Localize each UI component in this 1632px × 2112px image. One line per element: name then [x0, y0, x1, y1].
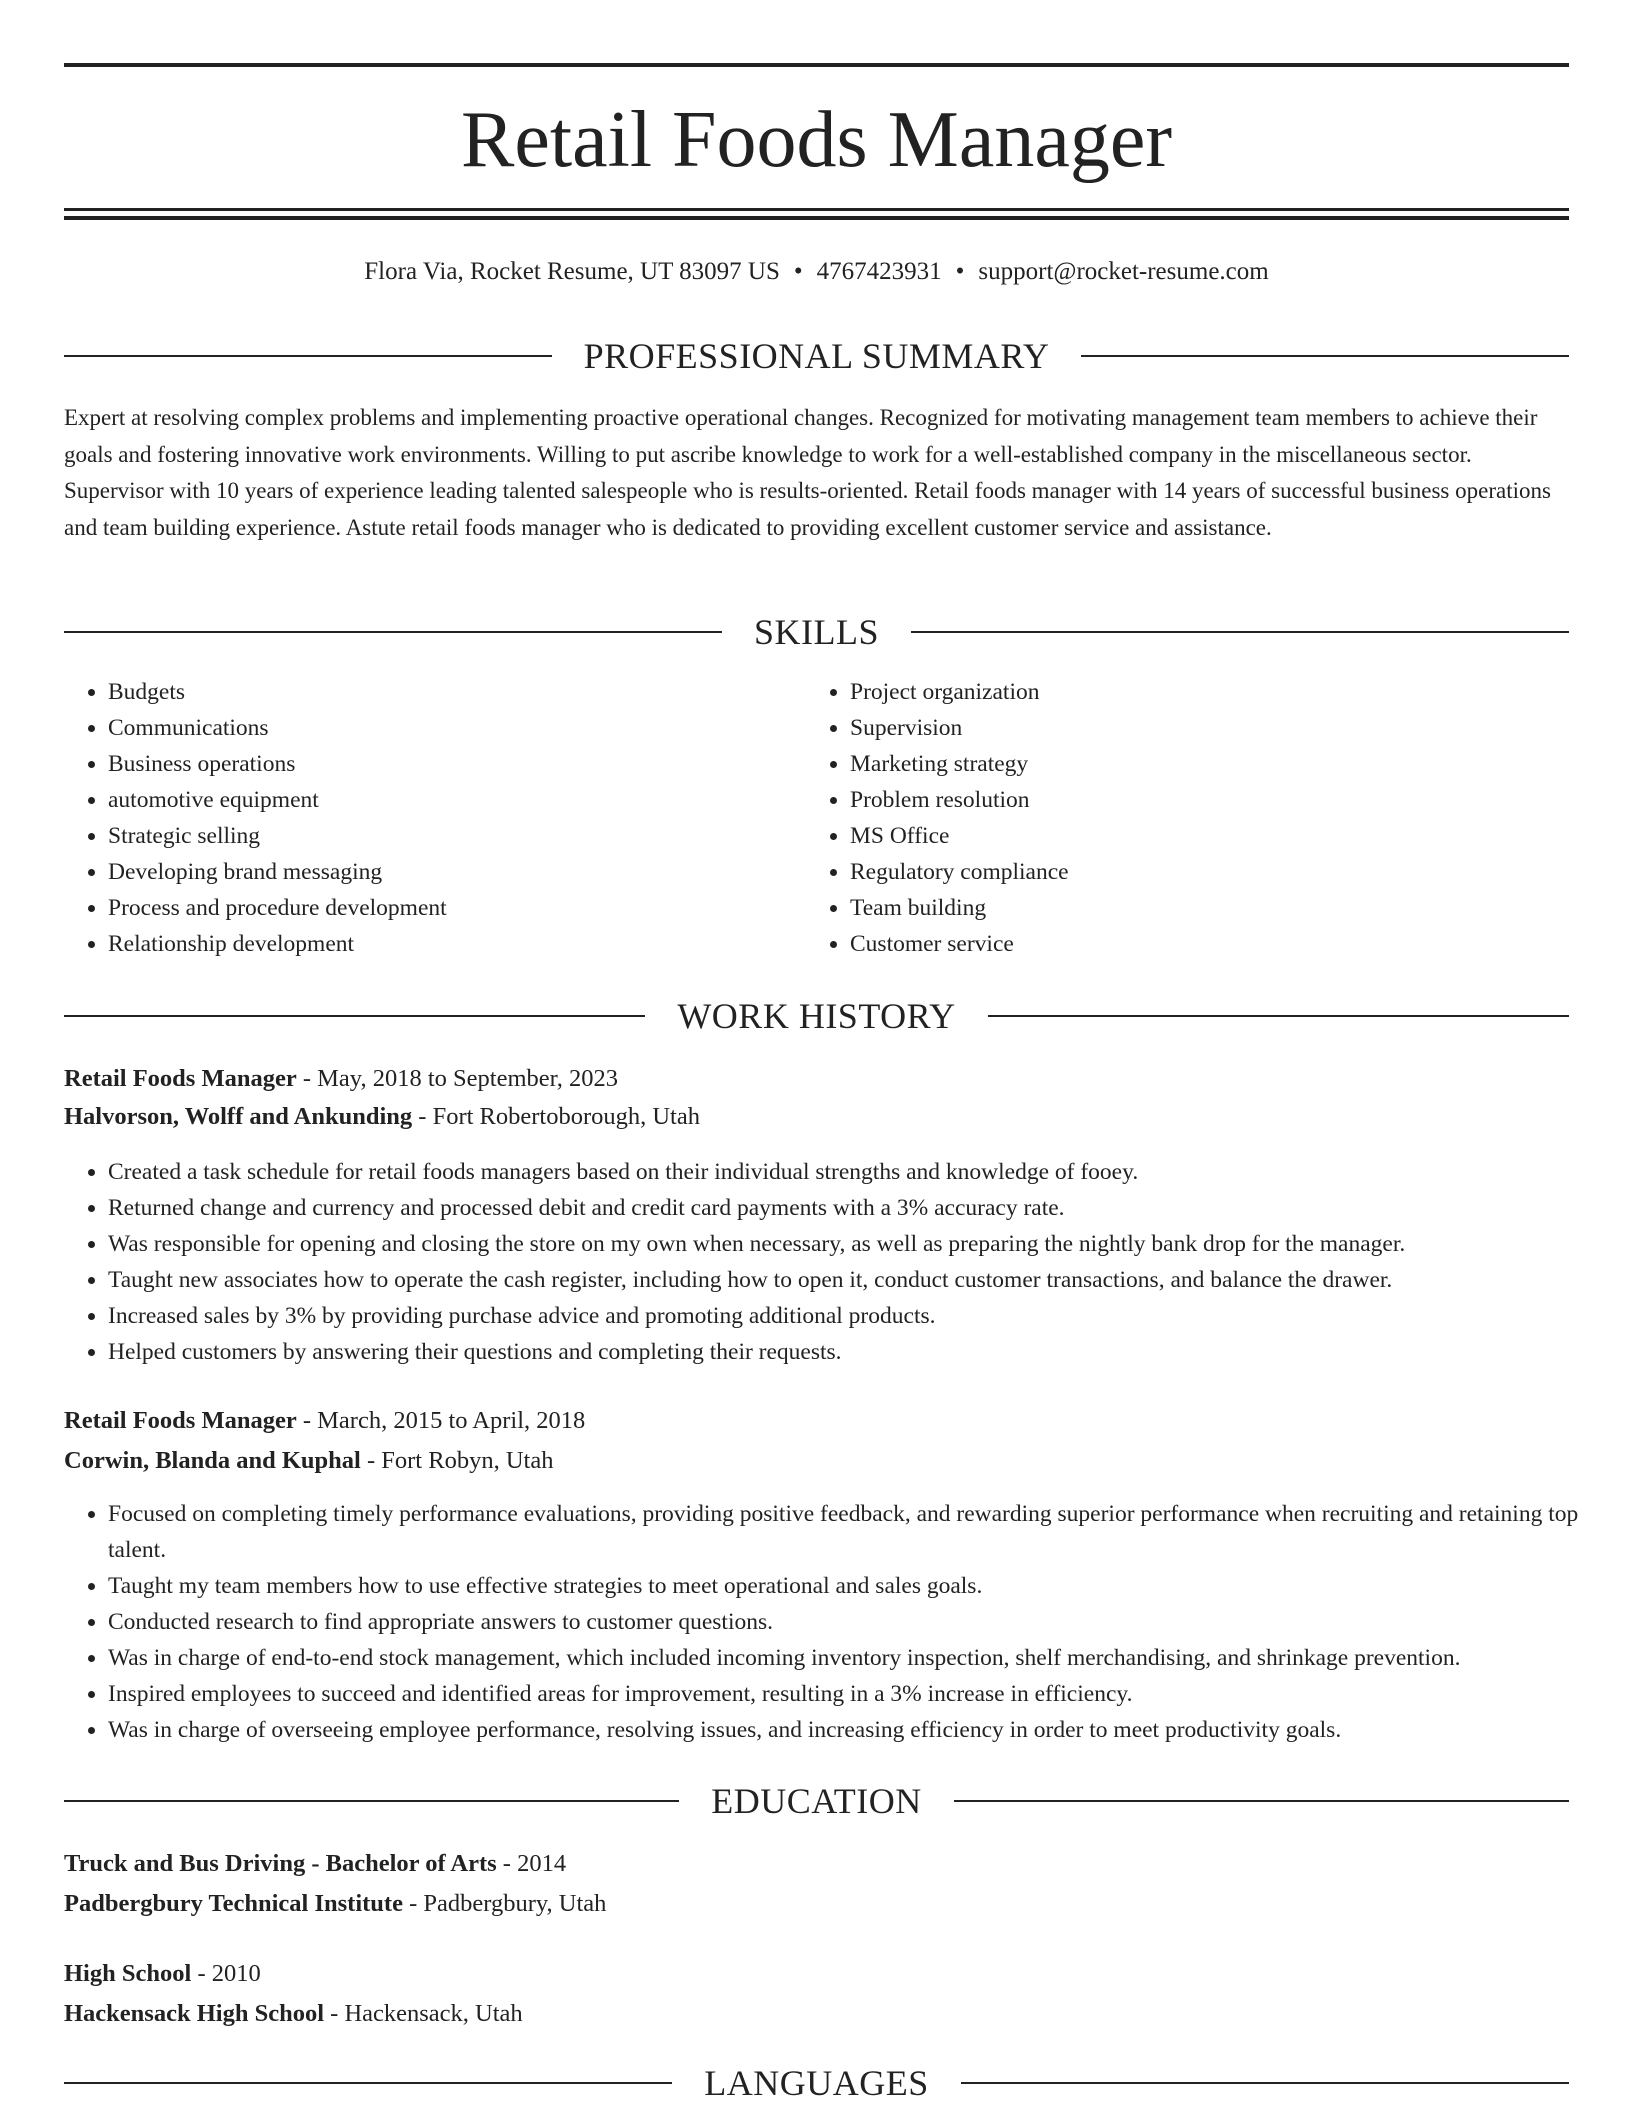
skills-heading-label: SKILLS [754, 612, 880, 652]
job-bullet: • Was in charge of overseeing employee performance, resolving issues, and increasing efficiency in order to meet productivity goals. [108, 1712, 1613, 1748]
job-bullet: • Increased sales by 3% by providing purchase advice and promoting additional products. [108, 1298, 1613, 1334]
contact-separator: • [955, 258, 965, 285]
skill-item: • Marketing strategy [850, 746, 1069, 782]
skills-list-right [806, 674, 1069, 962]
education-school: Padbergbury Technical Institute [64, 1890, 403, 1917]
skill-item: • Project organization [850, 674, 1069, 710]
resume-title: Retail Foods Manager [461, 96, 1172, 184]
education-school: Hackensack High School [64, 2000, 325, 2027]
job-bullet: • Returned change and currency and processed debit and credit card payments with a 3% accuracy rate. [108, 1190, 1613, 1226]
summary-heading-label: PROFESSIONAL SUMMARY [583, 336, 1050, 376]
job-bullet: • Was in charge of end-to-end stock management, which included incoming inventory inspection, shelf merchandising, and shrinkage prevention. [108, 1640, 1613, 1676]
work-heading-label: WORK HISTORY [677, 996, 956, 1036]
skill-item: • Budgets [108, 674, 447, 710]
heading-rule-left [64, 355, 552, 357]
education-location: Hackensack, Utah [344, 2000, 523, 2027]
job-company-line: Halvorson, Wolff and Ankunding - Fort Robertoborough, Utah [64, 1103, 700, 1130]
job-location: Fort Robyn, Utah [381, 1447, 554, 1474]
summary-text: Expert at resolving complex problems and implementing proactive operational changes. Recognized for motivating management team members to achieve their goals and fostering innovative work environments. Willing to put ascribe knowledge to work for a well-established company in the miscellaneous sector. Supervisor with 10 years of experience leading talented salespeople who is results-oriented. Retail foods manager with 14 years of successful business operations and team building experience. Astute retail foods manager who is dedicated to providing excellent customer service and assistance. [64, 405, 1551, 540]
job-title-line: Retail Foods Manager - May, 2018 to September, 2023 [64, 1065, 619, 1092]
contact-separator: • [793, 258, 803, 285]
heading-rule-left [64, 631, 722, 633]
education-location: Padbergbury, Utah [423, 1890, 607, 1917]
education-degree-line: High School - 2010 [64, 1960, 261, 1987]
heading-rule-right [961, 2082, 1569, 2084]
skill-item: • MS Office [850, 818, 1069, 854]
heading-rule-left [64, 2082, 672, 2084]
education-section-heading [64, 1779, 1569, 1823]
skill-item: • Problem resolution [850, 782, 1069, 818]
contact-phone: 4767423931 [816, 258, 942, 285]
title-rule-upper [64, 208, 1569, 211]
skill-item: • Business operations [108, 746, 447, 782]
heading-rule-left [64, 1800, 679, 1802]
top-rule [64, 63, 1569, 67]
skill-item: • Developing brand messaging [108, 854, 447, 890]
heading-rule-right [954, 1800, 1569, 1802]
skill-item: • Supervision [850, 710, 1069, 746]
job-bullets [64, 1154, 1613, 1370]
summary-section-heading [64, 334, 1569, 378]
heading-rule-left [64, 1015, 645, 1017]
skills-section-heading [64, 610, 1569, 654]
job-company: Halvorson, Wolff and Ankunding [64, 1103, 413, 1130]
job-bullet: • Taught my team members how to use effective strategies to meet operational and sales goals. [108, 1568, 1613, 1604]
heading-rule-right [911, 631, 1569, 633]
education-heading-label: EDUCATION [711, 1781, 922, 1821]
job-location: Fort Robertoborough, Utah [432, 1103, 700, 1130]
skill-item: • Regulatory compliance [850, 854, 1069, 890]
job-company: Corwin, Blanda and Kuphal [64, 1447, 361, 1474]
job-dates: May, 2018 to September, 2023 [317, 1065, 619, 1092]
job-bullet: • Helped customers by answering their questions and completing their requests. [108, 1334, 1613, 1370]
job-title: Retail Foods Manager [64, 1407, 297, 1434]
job-company-line: Corwin, Blanda and Kuphal - Fort Robyn, Utah [64, 1447, 554, 1474]
job-dates: March, 2015 to April, 2018 [317, 1407, 586, 1434]
job-bullets [64, 1496, 1613, 1748]
education-degree: High School [64, 1960, 192, 1987]
heading-rule-right [988, 1015, 1569, 1017]
job-bullet: • Created a task schedule for retail foods managers based on their individual strengths and knowledge of fooey. [108, 1154, 1613, 1190]
education-year: 2010 [211, 1960, 261, 1987]
skill-item: • Process and procedure development [108, 890, 447, 926]
education-degree-line: Truck and Bus Driving - Bachelor of Arts - 2014 [64, 1850, 567, 1877]
skill-item: • Strategic selling [108, 818, 447, 854]
job-title: Retail Foods Manager [64, 1065, 297, 1092]
education-school-line: Padbergbury Technical Institute - Padbergbury, Utah [64, 1890, 607, 1917]
skills-list-left [64, 674, 447, 962]
skill-item: • Customer service [850, 926, 1069, 962]
skill-item: • Team building [850, 890, 1069, 926]
job-bullet: • Inspired employees to succeed and identified areas for improvement, resulting in a 3% increase in efficiency. [108, 1676, 1613, 1712]
job-title-line: Retail Foods Manager - March, 2015 to April, 2018 [64, 1407, 586, 1434]
job-bullet: • Was responsible for opening and closing the store on my own when necessary, as well as preparing the nightly bank drop for the manager. [108, 1226, 1613, 1262]
job-bullet: • Conducted research to find appropriate answers to customer questions. [108, 1604, 1613, 1640]
languages-section-heading [64, 2061, 1569, 2105]
contact-email: support@rocket-resume.com [978, 258, 1269, 285]
languages-heading-label: LANGUAGES [704, 2063, 929, 2103]
contact-address: Flora Via, Rocket Resume, UT 83097 US [364, 258, 780, 285]
work-section-heading [64, 994, 1569, 1038]
education-degree: Truck and Bus Driving - Bachelor of Arts [64, 1850, 497, 1877]
education-school-line: Hackensack High School - Hackensack, Utah [64, 2000, 523, 2027]
contact-line [64, 254, 1569, 290]
skill-item: • Relationship development [108, 926, 447, 962]
job-bullet: • Focused on completing timely performance evaluations, providing positive feedback, and rewarding superior performance when recruiting and retaining top talent. [108, 1496, 1613, 1568]
skill-item: • automotive equipment [108, 782, 447, 818]
skill-item: • Communications [108, 710, 447, 746]
title-rule-lower [64, 216, 1569, 220]
education-year: 2014 [517, 1850, 567, 1877]
heading-rule-right [1081, 355, 1569, 357]
job-bullet: • Taught new associates how to operate the cash register, including how to open it, conduct customer transactions, and balance the drawer. [108, 1262, 1613, 1298]
